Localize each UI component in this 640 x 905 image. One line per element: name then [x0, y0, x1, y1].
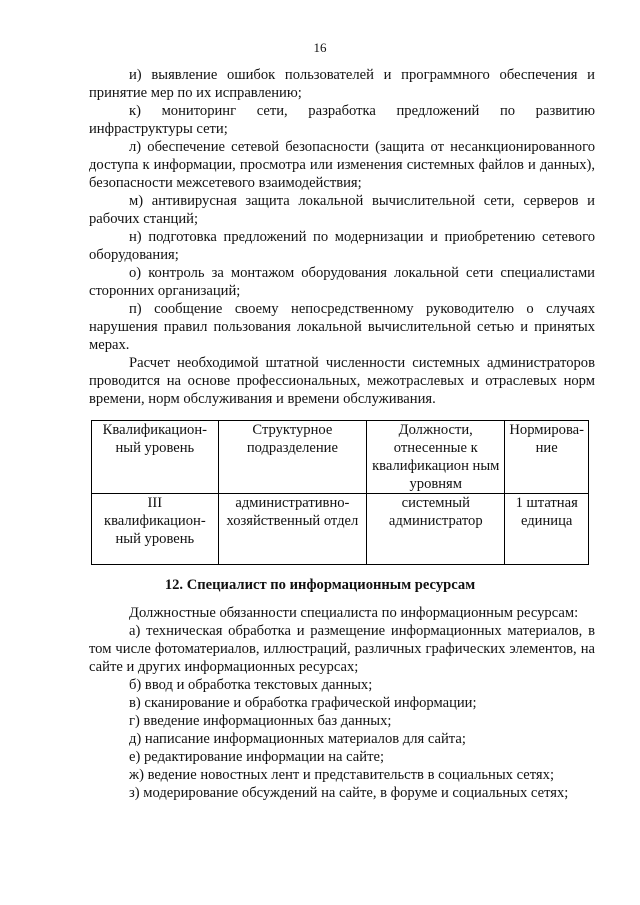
paragraph-item-v: в) сканирование и обработка графической информации;	[129, 695, 477, 711]
section-heading: 12. Специалист по информационным ресурсам	[164, 577, 476, 593]
paragraph-item-b: б) ввод и обработка текстовых данных;	[129, 677, 373, 693]
paragraph-item-d: д) написание информационных материалов для сайта;	[129, 731, 466, 747]
page-number: 16	[313, 40, 327, 55]
table-cell: 1 штатная единица	[505, 494, 589, 565]
paragraph-item-m: м) антивирусная защита локальной вычислительной сети, серверов и рабочих станций;	[89, 193, 595, 227]
table-cell: административно-хозяйственный отдел	[218, 494, 366, 565]
paragraph-intro: Должностные обязанности специалиста по информационным ресурсам:	[129, 605, 579, 621]
duties-list-info-specialist	[89, 604, 595, 802]
paragraph-item-o: о) контроль за монтажом оборудования локальной сети специалистами сторонних организаций;	[89, 265, 595, 299]
paragraph-item-i: и) выявление ошибок пользователей и программного обеспечения и принятие мер по их исправлению;	[89, 67, 595, 101]
paragraph-item-l: л) обеспечение сетевой безопасности (защита от несанкционированного доступа к информации, просмотра или изменения системных файлов и данных), безопасности межсетевого взаимодействия;	[89, 139, 595, 191]
table-header-cell: Нормирова-ние	[505, 421, 589, 494]
paragraph-item-n: н) подготовка предложений по модернизации и приобретению сетевого оборудования;	[89, 229, 595, 263]
paragraph-item-p: п) сообщение своему непосредственному руководителю о случаях нарушения правил пользования локальной вычислительной сетью и принятых мерах.	[89, 301, 595, 353]
table-header-cell: Структурное подразделение	[218, 421, 366, 494]
duties-list-continued	[89, 66, 595, 408]
table-cell: системный администратор	[367, 494, 505, 565]
table-row	[92, 494, 589, 565]
paragraph-item-k: к) мониторинг сети, разработка предложений по развитию инфраструктуры сети;	[89, 103, 595, 137]
qualification-table	[91, 420, 589, 565]
paragraph-item-g: г) введение информационных баз данных;	[129, 713, 392, 729]
paragraph-item-a: а) техническая обработка и размещение информационных материалов, в том числе фотоматериалов, иллюстраций, различных графических элементов, на сайте и других информационных ресурсах;	[89, 623, 595, 675]
table-header-cell: Должности, отнесенные к квалификацион ным уровням	[367, 421, 505, 494]
paragraph-staffing-calculation: Расчет необходимой штатной численности системных администраторов проводится на основе профессиональных, межотраслевых и отраслевых норм времени, норм обслуживания и времени обслуживания.	[89, 355, 595, 407]
paragraph-item-zh: ж) ведение новостных лент и представительств в социальных сетях;	[129, 767, 554, 783]
table-cell: III квалификацион-ный уровень	[92, 494, 219, 565]
table-header-cell: Квалификацион-ный уровень	[92, 421, 219, 494]
table-header-row	[92, 421, 589, 494]
paragraph-item-e: е) редактирование информации на сайте;	[129, 749, 384, 765]
paragraph-item-z: з) модерирование обсуждений на сайте, в форуме и социальных сетях;	[129, 785, 569, 801]
